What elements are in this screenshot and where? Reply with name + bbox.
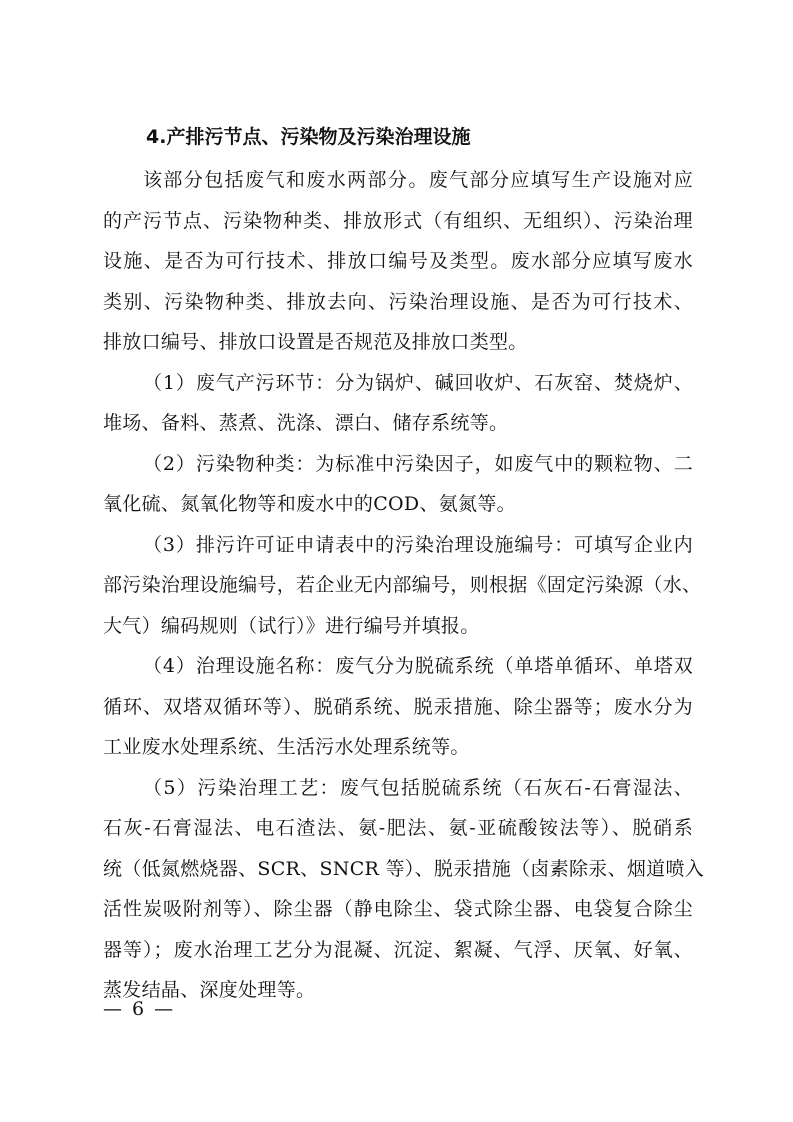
text-line: 设施、是否为可行技术、排放口编号及类型。废水部分应填写废水	[103, 250, 693, 272]
text-line: 循环、双塔双循环等）、脱硝系统、脱汞措施、除尘器等；废水分为	[103, 695, 693, 718]
text-line: （3）排污许可证申请表中的污染治理设施编号：可填写企业内	[143, 533, 693, 556]
text-line: 部污染治理设施编号，若企业无内部编号，则根据《固定污染源（水、	[103, 574, 702, 596]
paragraph-item-5	[103, 768, 705, 1011]
text-line: 统（低氮燃烧器、SCR、SNCR 等）、脱汞措施（卤素除汞、烟道喷入	[103, 857, 705, 880]
paragraph-item-4	[103, 646, 693, 768]
text-line: 大气）编码规则（试行）》进行编号并填报。	[103, 614, 480, 637]
text-line: 活性炭吸附剂等）、除尘器（静电除尘、袋式除尘器、电袋复合除尘	[103, 898, 693, 920]
text-line: 工业废水处理系统、生活污水处理系统等。	[103, 736, 470, 758]
page-number: — 6 —	[103, 998, 176, 1020]
text-line: （5）污染治理工艺：废气包括脱硫系统（石灰石-石膏湿法、	[143, 776, 693, 799]
text-line: 该部分包括废气和废水两部分。废气部分应填写生产设施对应	[143, 169, 693, 191]
text-line: （4）治理设施名称：废气分为脱硫系统（单塔单循环、单塔双	[143, 655, 693, 677]
text-line: 的产污节点、污染物种类、排放形式（有组织、无组织）、污染治理	[103, 209, 693, 232]
paragraph-intro	[103, 160, 693, 363]
paragraph-item-3	[103, 525, 702, 647]
text-line: 器等）；废水治理工艺分为混凝、沉淀、絮凝、气浮、厌氧、好氧、	[103, 938, 693, 961]
text-line: 类别、污染物种类、排放去向、污染治理设施、是否为可行技术、	[103, 290, 693, 313]
text-line: 氧化硫、氮氧化物等和废水中的COD、氨氮等。	[103, 493, 516, 515]
text-line: （1）废气产污环节：分为锅炉、碱回收炉、石灰窑、焚烧炉、	[143, 371, 693, 394]
text-line: 排放口编号、排放口设置是否规范及排放口类型。	[103, 331, 528, 353]
text-line: 堆场、备料、蒸煮、洗涤、漂白、储存系统等。	[103, 412, 509, 434]
paragraph-item-2	[103, 444, 693, 525]
text-line: 蒸发结晶、深度处理等。	[103, 979, 316, 1001]
paragraph-item-1	[103, 363, 693, 444]
text-line: （2）污染物种类：为标准中污染因子，如废气中的颗粒物、二	[143, 452, 693, 475]
section-heading: 4.产排污节点、污染物及污染治理设施	[146, 126, 471, 148]
text-line: 石灰-石膏湿法、电石渣法、氨-肥法、氨-亚硫酸铵法等）、脱硝系	[103, 817, 693, 839]
body-text	[103, 160, 705, 1011]
